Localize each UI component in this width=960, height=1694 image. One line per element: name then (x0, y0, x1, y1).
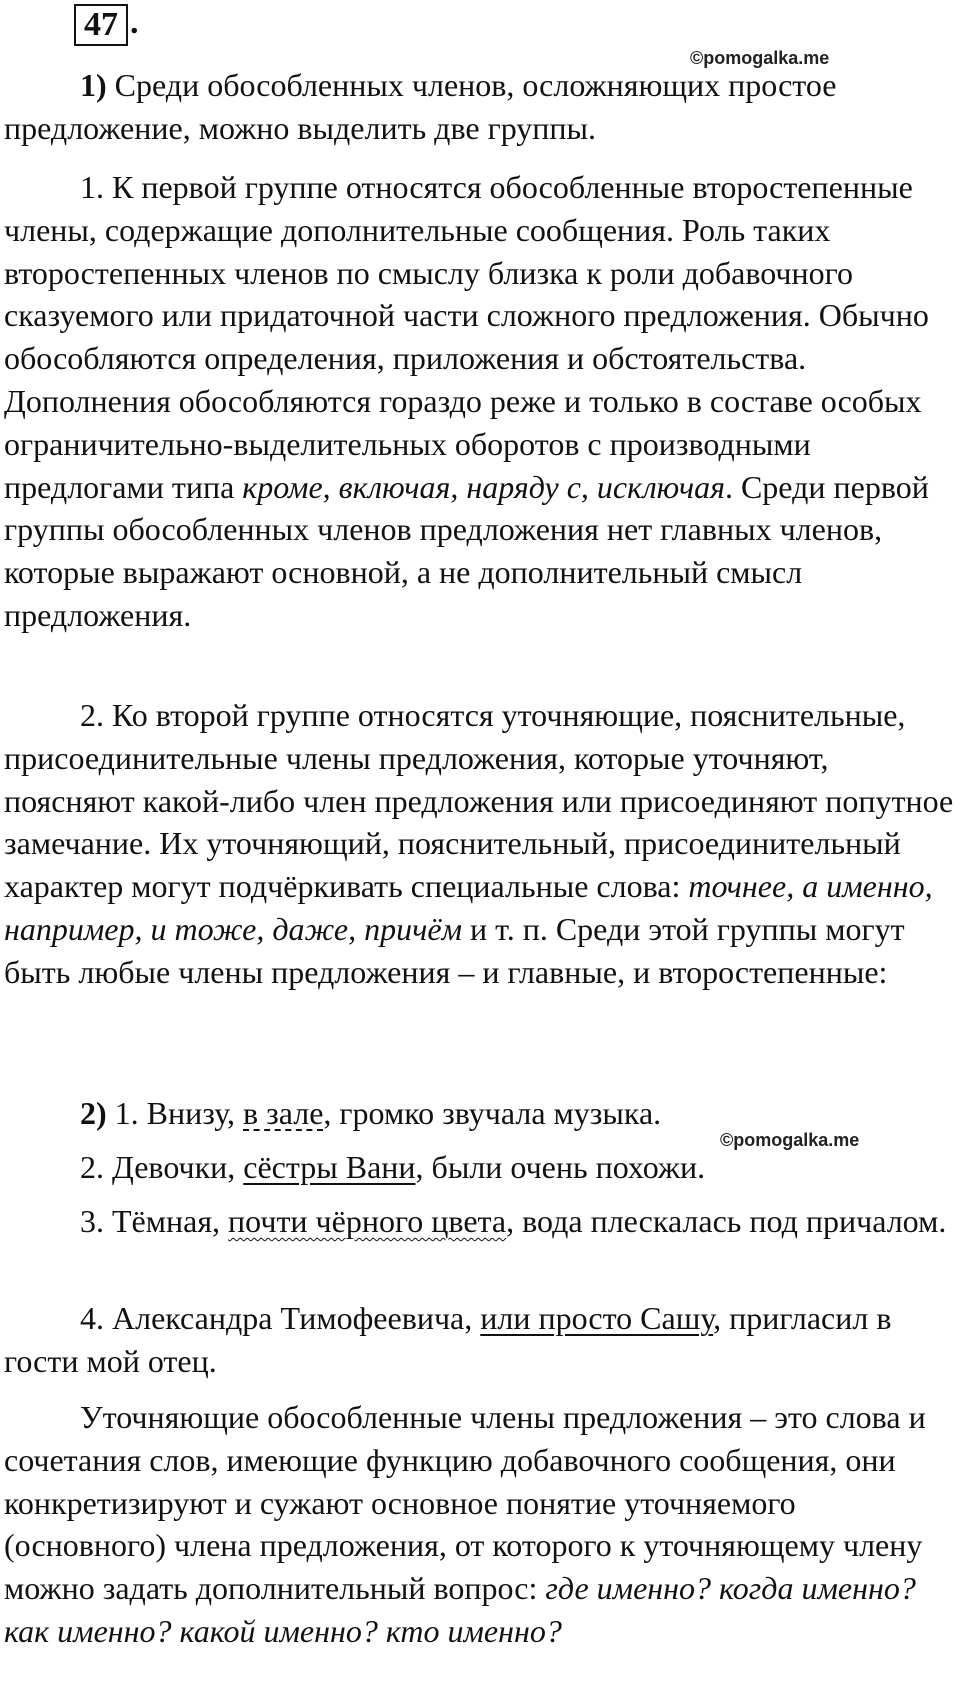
example-3-marked: почти чёрного цвета (228, 1203, 507, 1239)
task-number-dot: . (130, 4, 139, 41)
part1-intro-block (4, 64, 956, 150)
watermark-middle: ©pomogalka.me (720, 1130, 860, 1150)
group2-block (4, 694, 956, 994)
part2-label: 2) (80, 1095, 107, 1131)
example-3 (4, 1200, 956, 1243)
example-4-block (4, 1297, 956, 1383)
example-3-block (4, 1200, 956, 1243)
example-2 (4, 1146, 956, 1189)
example-3-post: , вода плескалась под причалом. (506, 1203, 947, 1239)
example-2-pre: 2. Девочки, (80, 1149, 244, 1185)
task-number: 47 (84, 6, 118, 43)
conclusion-italic-questions: где именно? когда именно? как именно? какой именно? кто именно? (4, 1570, 916, 1649)
conclusion-block (4, 1396, 956, 1653)
group2-text-b: и т. п. Среди этой группы могут быть любые члены предложения – и главные, и второстепенные: (4, 910, 905, 990)
group1-italic-prepositions: кроме, включая, наряду с, исключая (242, 468, 725, 505)
example-2-post: , были очень похожи. (415, 1149, 706, 1185)
group2-text-a: 2. Ко второй группе относятся уточняющие, пояснительные, присоединительные члены предложения, которые уточняют, поясняют какой-либо член предложения или присоединяют попутное замечание. Их уточняющий, пояснительный, присоединительный характер могут подчёркивать специальные слова: (4, 697, 954, 905)
example-4-marked: или просто Сашу (480, 1300, 714, 1336)
group1-text-a: 1. К первой группе относятся обособленные второстепенные члены, содержащие дополнительные сообщения. Роль таких второстепенных членов по смыслу близка к роли добавочного сказуемого или придаточной части сложного предложения. Обычно обособляются определения, приложения и обстоятельства. Дополнения обособляются гораздо реже и только в составе особых ограничительно-выделительных оборотов с производными предлогами типа (4, 169, 929, 505)
example-4-pre: 4. Александра Тимофеевича, (80, 1300, 481, 1336)
example-1-pre: 1. Внизу, (106, 1095, 244, 1131)
example-4 (4, 1297, 956, 1383)
group1-text-b: . Среди первой группы обособленных членов предложения нет главных членов, которые выражают основной, а не дополнительный смысл предложения. (4, 468, 929, 633)
example-1-block (4, 1092, 956, 1135)
part1-intro-text: Среди обособленных членов, осложняющих простое предложение, можно выделить две группы. (4, 67, 837, 146)
example-2-block (4, 1146, 956, 1189)
example-1-post: , громко звучала музыка. (323, 1095, 662, 1131)
task-number-box (74, 4, 128, 46)
example-1-marked: в зале (243, 1095, 324, 1131)
group1-block (4, 166, 956, 637)
group1-paragraph (4, 166, 956, 637)
conclusion-text: Уточняющие обособленные члены предложения – это слова и сочетания слов, имеющие функцию добавочного сообщения, они конкретизируют и сужают основное понятие уточняемого (основного) члена предложения, от которого к уточняющему члену можно задать дополнительный вопрос: (4, 1399, 926, 1607)
example-4-post: , пригласил в гости мой отец. (4, 1300, 892, 1379)
part1-intro (4, 64, 956, 150)
example-3-pre: 3. Тёмная, (80, 1203, 229, 1239)
watermark-top: ©pomogalka.me (690, 48, 830, 68)
example-1 (4, 1092, 956, 1135)
conclusion-paragraph (4, 1396, 956, 1653)
group2-italic-words: точнее, а именно, например, и тоже, даже, причём (4, 868, 933, 947)
example-2-marked: сёстры Вани (243, 1149, 416, 1185)
part1-label: 1) (80, 67, 107, 103)
group2-paragraph (4, 694, 956, 994)
